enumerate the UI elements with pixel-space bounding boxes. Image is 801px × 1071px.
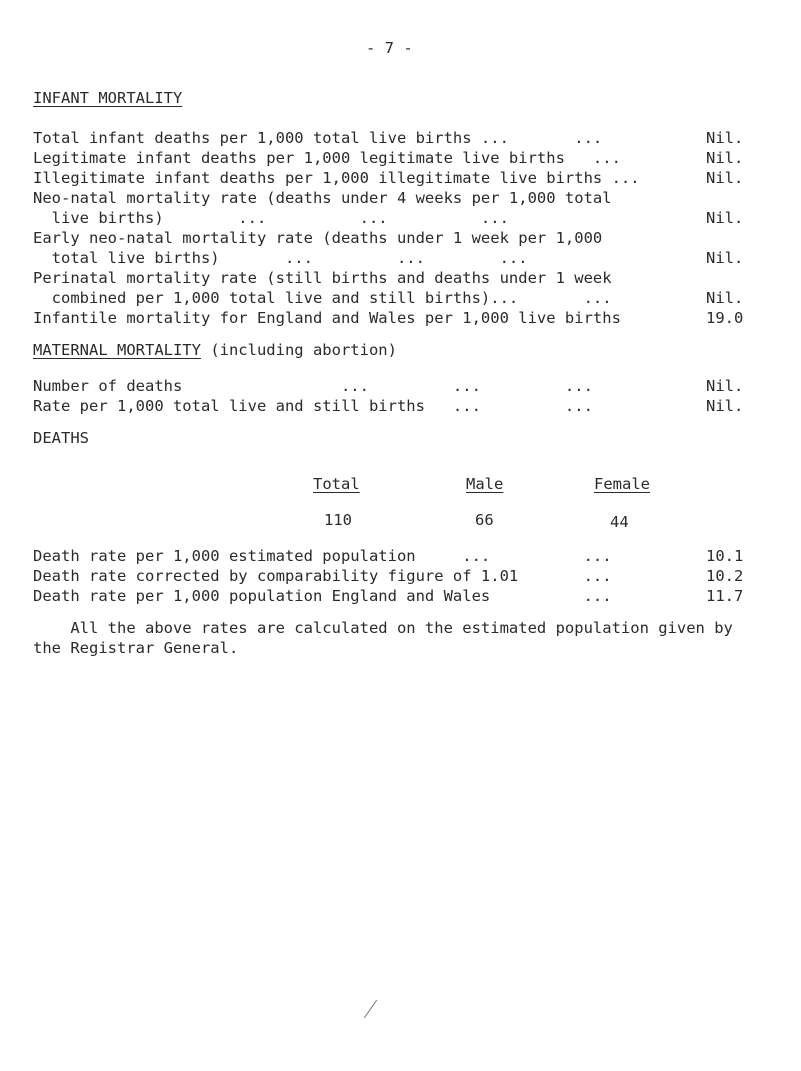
footnote-line-1: All the above rates are calculated on the estimated population given by — [33, 619, 733, 637]
row-value: Nil. — [706, 289, 744, 307]
count-total: 110 — [324, 511, 352, 529]
row-value: Nil. — [706, 129, 744, 147]
row-label-continuation: total live births) ... ... ... — [33, 249, 528, 267]
section-heading-maternal — [33, 340, 397, 360]
row-value: Nil. — [706, 149, 744, 167]
row-label: Illegitimate infant deaths per 1,000 illegitimate live births ... — [33, 169, 640, 187]
row-value: 10.2 — [706, 567, 744, 585]
count-male: 66 — [475, 511, 494, 529]
row-value: 19.0 — [706, 309, 744, 327]
pen-mark — [364, 1000, 377, 1019]
row-value: Nil. — [706, 169, 744, 187]
maternal-heading-text: MATERNAL MORTALITY — [33, 341, 201, 359]
row-label: Death rate per 1,000 population England and Wales ... — [33, 587, 612, 605]
row-label: Early neo-natal mortality rate (deaths under 1 week per 1,000 — [33, 229, 603, 247]
row-value: 10.1 — [706, 547, 744, 565]
row-label: Legitimate infant deaths per 1,000 legitimate live births ... — [33, 149, 621, 167]
section-heading-deaths: DEATHS — [33, 429, 89, 447]
row-label-continuation: combined per 1,000 total live and still births)... ... — [33, 289, 612, 307]
row-label: Total infant deaths per 1,000 total live births ... ... — [33, 129, 603, 147]
column-header-female: Female — [594, 475, 650, 493]
column-header-total: Total — [313, 475, 360, 493]
row-label-continuation: live births) ... ... ... — [33, 209, 509, 227]
row-label: Perinatal mortality rate (still births and deaths under 1 week — [33, 269, 612, 287]
maternal-heading-suffix: (including abortion) — [200, 341, 397, 359]
row-label: Infantile mortality for England and Wales per 1,000 live births — [33, 309, 621, 327]
page-number: - 7 - — [366, 39, 413, 57]
column-header-male: Male — [466, 475, 504, 493]
row-value: Nil. — [706, 377, 744, 395]
row-value: 11.7 — [706, 587, 744, 605]
section-heading-infant: INFANT MORTALITY — [33, 89, 183, 107]
footnote-line-2: the Registrar General. — [33, 639, 239, 657]
row-value: Nil. — [706, 209, 744, 227]
count-female: 44 — [610, 513, 629, 531]
row-value: Nil. — [706, 397, 744, 415]
row-label: Neo-natal mortality rate (deaths under 4 weeks per 1,000 total — [33, 189, 612, 207]
row-label: Death rate corrected by comparability figure of 1.01 ... — [33, 567, 612, 585]
row-value: Nil. — [706, 249, 744, 267]
row-label: Rate per 1,000 total live and still births ... ... — [33, 397, 593, 415]
row-label: Number of deaths ... ... ... — [33, 377, 593, 395]
row-label: Death rate per 1,000 estimated population ... ... — [33, 547, 612, 565]
